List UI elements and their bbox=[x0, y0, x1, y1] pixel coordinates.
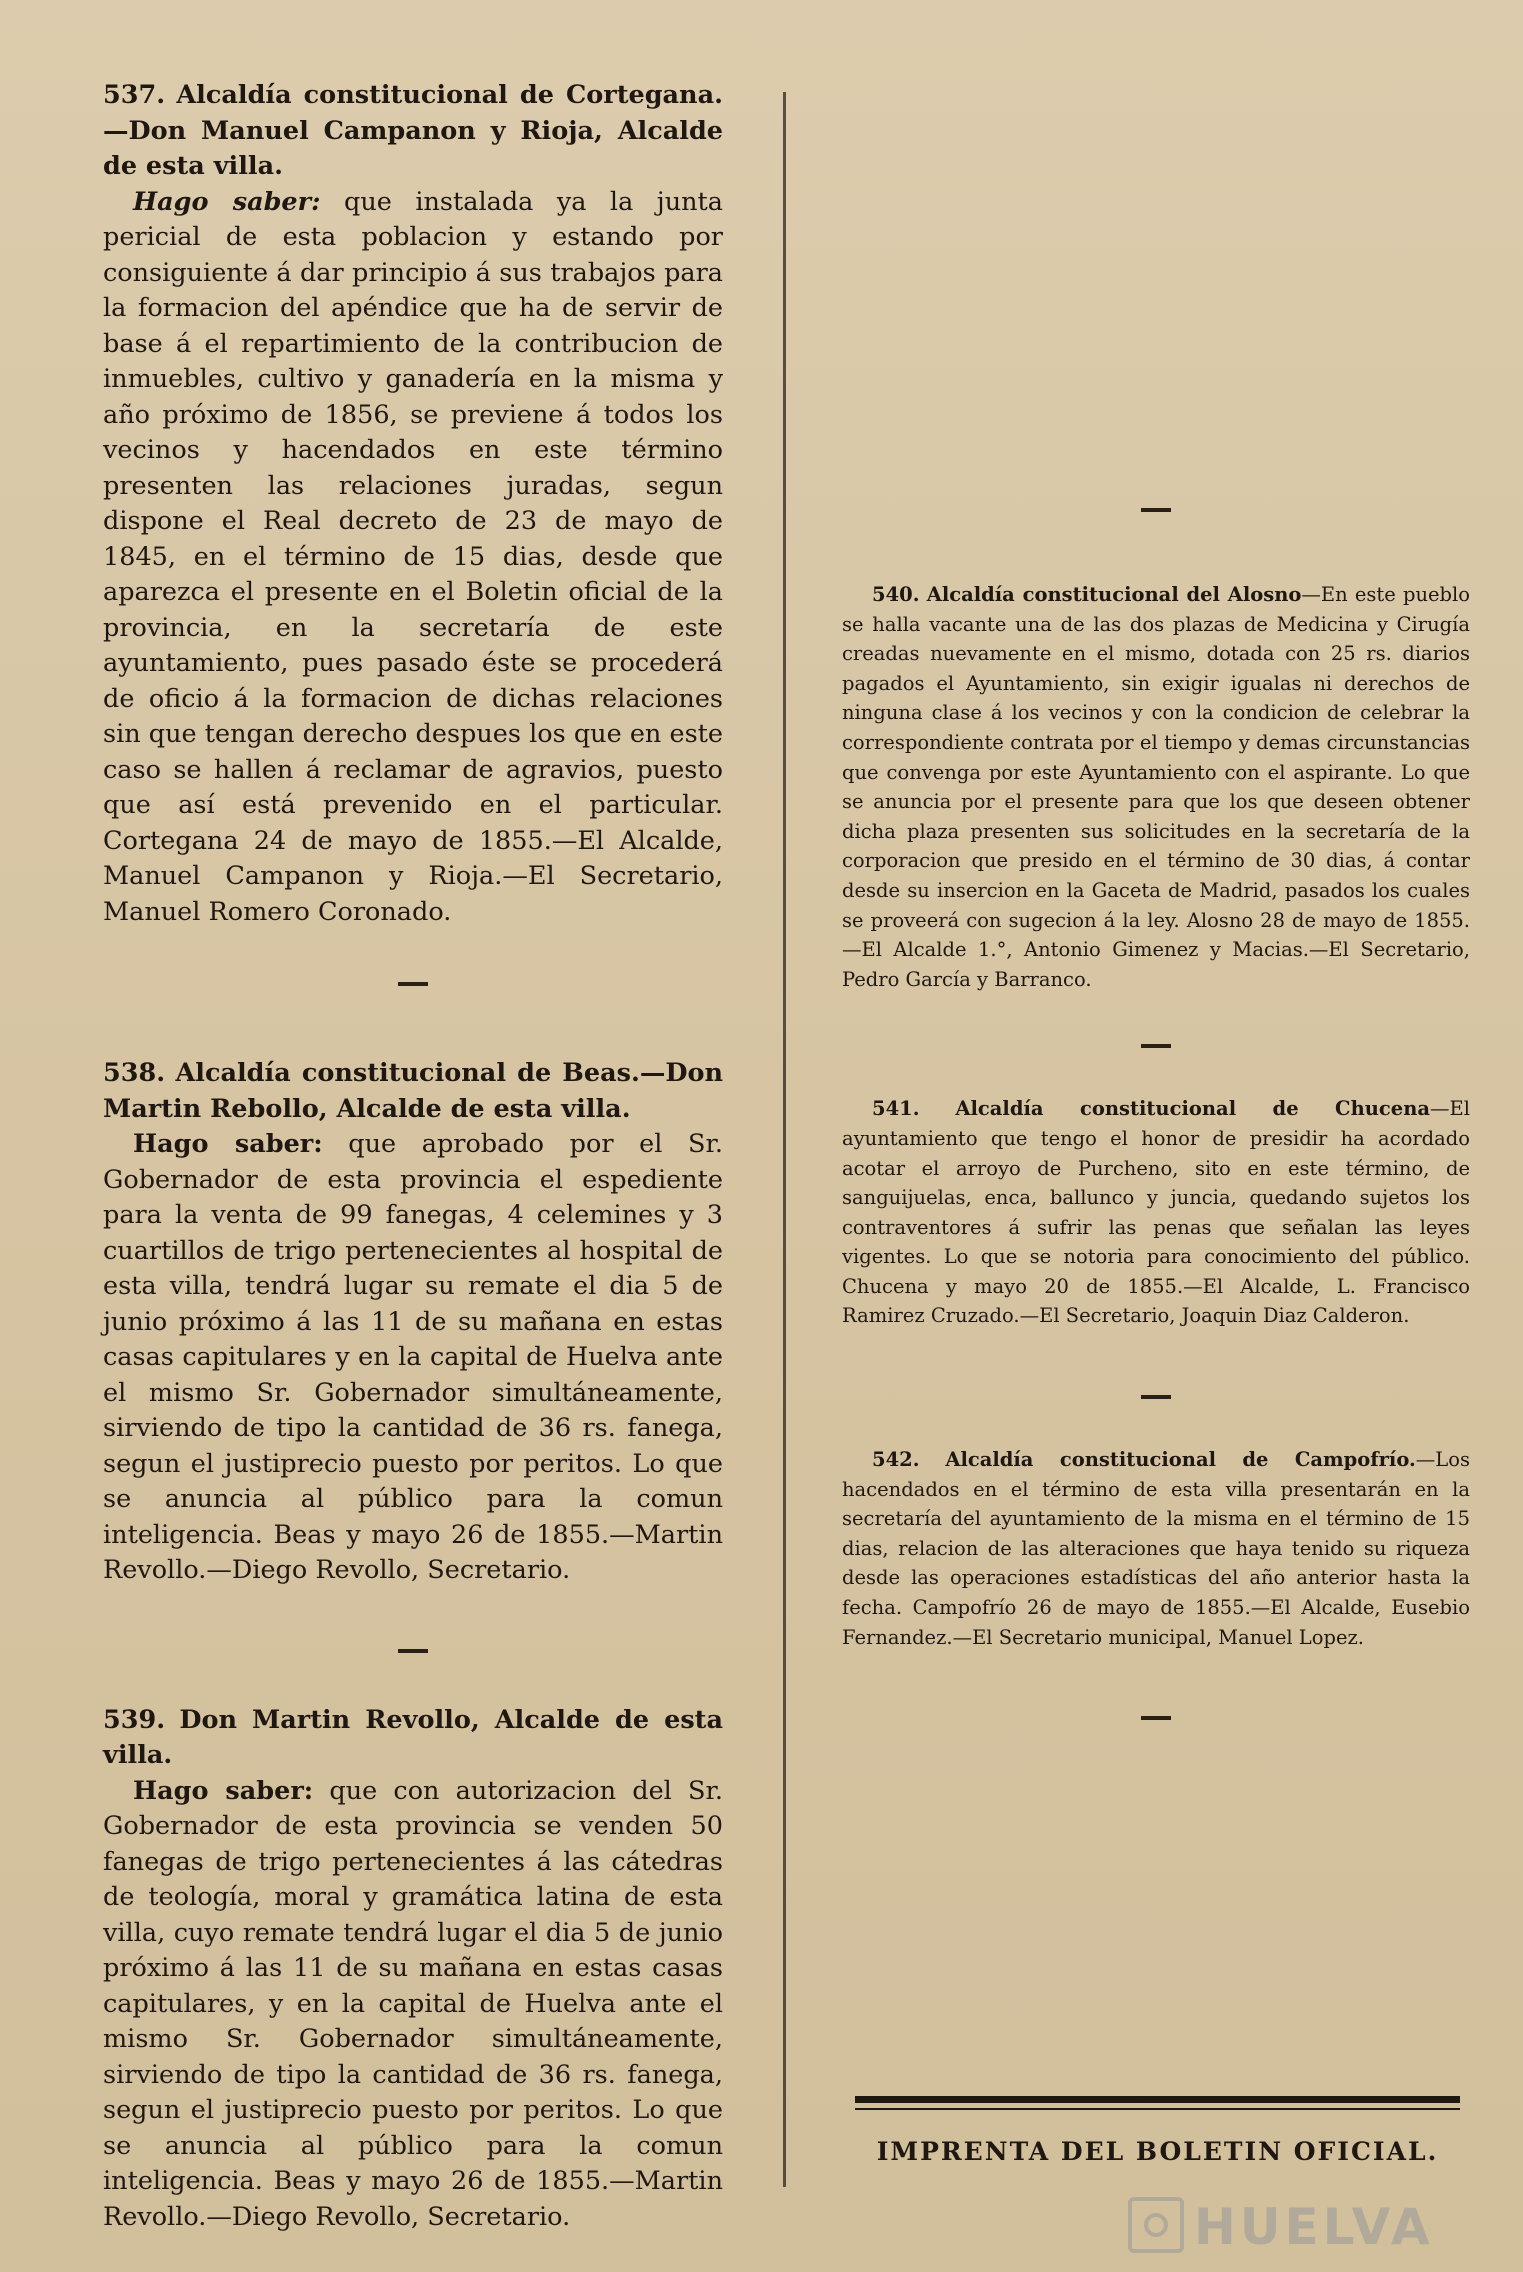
watermark-text: HUELVA bbox=[1194, 2198, 1434, 2256]
notice-number: 538. bbox=[103, 1058, 166, 1088]
notice-number: 539. bbox=[103, 1704, 166, 1735]
separator-dash bbox=[1141, 1716, 1171, 1720]
footer-rules bbox=[855, 2096, 1460, 2110]
notice-body: —El ayuntamiento que tengo el honor de presidir ha acordado acotar el arroyo de Purcheno, sito en este término, de sanguijuelas, enca, ballunco y juncia, quedando sujetos los contraventores á sufrir las penas que señalan las leyes vigentes. Lo que se notoria para conocimiento del público. Chucena y mayo 20 de 1855.—El Alcalde, L. Francisco Ramirez Cruzado.—El Secretario, Joaquin Diaz Calderon. bbox=[842, 1097, 1471, 1328]
notice-body: que instalada ya la junta pericial de esta poblacion y estando por consiguiente á dar principio á sus trabajos para la formacion del apéndice que ha de servir de base á el repartimiento de la contribucion de inmuebles, cultivo y ganadería en la misma y año próximo de 1856, se previene á todos los vecinos y hacendados en este término presenten las relaciones juradas, segun dispone el Real decreto de 23 de mayo de 1845, en el término de 15 dias, desde que aparezca el presente en el Boletin oficial de la provincia, en la secretaría de este ayuntamiento, pues pasado éste se procederá de oficio á la formacion de dichas relaciones sin que tengan derecho despues los que en este caso se hallen á reclamar de agravios, puesto que así está prevenido en el particular. Cortegana 24 de mayo de 1855.—El Alcalde, Manuel Campanon y Rioja.—El Secretario, Manuel Romero Coronado. bbox=[103, 186, 723, 927]
notice-number: 540. bbox=[872, 583, 920, 606]
thin-rule bbox=[855, 2108, 1460, 2110]
archive-watermark bbox=[1128, 2195, 1458, 2259]
notice-542 bbox=[842, 1445, 1470, 1652]
notice-heading: Alcaldía constitucional de Beas.—Don Martin Rebollo, Alcalde de esta villa. bbox=[103, 1058, 724, 1124]
seal-icon bbox=[1128, 2197, 1184, 2253]
notice-body: —En este pueblo se halla vacante una de las dos plazas de Medicina y Cirugía creadas nuevamente en el mismo, dotada con 25 rs. diarios pagados el Ayuntamiento, sin exigir igualas ni derechos de ninguna clase á los vecinos y con la condicion de celebrar la correspondiente contrata por el tiempo y demas circunstancias que convenga por este Ayuntamiento con el aspirante. Lo que se anuncia por el presente para que los que deseen obtener dicha plaza presenten sus solicitudes en la secretaría de la corporacion que presido en el término de 30 dias, á contar desde su insercion en la Gaceta de Madrid, pasados los cuales se proveerá con sugecion á la ley. Alosno 28 de mayo de 1855.—El Alcalde 1.°, Antonio Gimenez y Macias.—El Secretario, Pedro García y Barranco. bbox=[842, 583, 1471, 991]
left-column bbox=[103, 78, 723, 2235]
notice-heading: Alcaldía constitucional de Chucena bbox=[955, 1097, 1431, 1121]
notice-540 bbox=[842, 580, 1470, 994]
notice-lead: Hago saber: bbox=[133, 1775, 314, 1806]
notice-body: —Los hacendados en el término de esta villa presentarán en la secretaría del ayuntamiento de la misma en el término de 15 dias, relacion de las alteraciones que haya tenido su riqueza desde las operaciones estadísticas del año anterior hasta la fecha. Campofrío 26 de mayo de 1855.—El Alcalde, Eusebio Fernandez.—El Secretario municipal, Manuel Lopez. bbox=[842, 1448, 1470, 1649]
notice-537 bbox=[103, 78, 723, 930]
notice-body: que con autorizacion del Sr. Gobernador de esta provincia se venden 50 fanegas de trigo pertenecientes á las cátedras de teología, moral y gramática latina de esta villa, cuyo remate tendrá lugar el dia 5 de junio próximo á las 11 de su mañana en estas casas capitulares, y en la capital de Huelva ante el mismo Sr. Gobernador simultáneamente, sirviendo de tipo la cantidad de 36 rs. fanega, segun el justiprecio puesto por peritos. Lo que se anuncia al público para la comun inteligencia. Beas y mayo 26 de 1855.—Martin Revollo.—Diego Revollo, Secretario. bbox=[103, 1775, 723, 2232]
notice-538 bbox=[103, 1056, 723, 1589]
notice-number: 541. bbox=[872, 1097, 920, 1121]
notice-539 bbox=[103, 1703, 723, 2236]
notice-541 bbox=[842, 1094, 1470, 1331]
notice-body: que aprobado por el Sr. Gobernador de esta provincia el espediente para la venta de 99 fanegas, 4 celemines y 3 cuartillos de trigo pertenecientes al hospital de esta villa, tendrá lugar su remate el dia 5 de junio próximo á las 11 de su mañana en estas casas capitulares y en la capital de Huelva ante el mismo Sr. Gobernador simultáneamente, sirviendo de tipo la cantidad de 36 rs. fanega, segun el justiprecio puesto por peritos. Lo que se anuncia al público para la comun inteligencia. Beas y mayo 26 de 1855.—Martin Revollo.—Diego Revollo, Secretario. bbox=[103, 1129, 723, 1585]
right-column bbox=[842, 78, 1470, 1720]
notice-heading: Alcaldía constitucional del Alosno bbox=[926, 583, 1302, 606]
notice-lead: Hago saber: bbox=[133, 1129, 323, 1159]
notice-heading: Alcaldía constitucional de Campofrío. bbox=[945, 1448, 1416, 1472]
notice-number: 542. bbox=[872, 1448, 920, 1472]
notice-heading: Don Martin Revollo, Alcalde de esta villa. bbox=[103, 1704, 723, 1770]
thick-rule bbox=[855, 2096, 1460, 2103]
notice-lead: Hago saber: bbox=[133, 186, 321, 217]
notice-heading: Alcaldía constitucional de Cortegana.—Don Manuel Campanon y Rioja, Alcalde de esta villa. bbox=[103, 80, 723, 181]
column-divider bbox=[783, 92, 786, 2187]
notice-number: 537. bbox=[103, 80, 166, 110]
printer-imprint: IMPRENTA DEL BOLETIN OFICIAL. bbox=[876, 2137, 1439, 2166]
